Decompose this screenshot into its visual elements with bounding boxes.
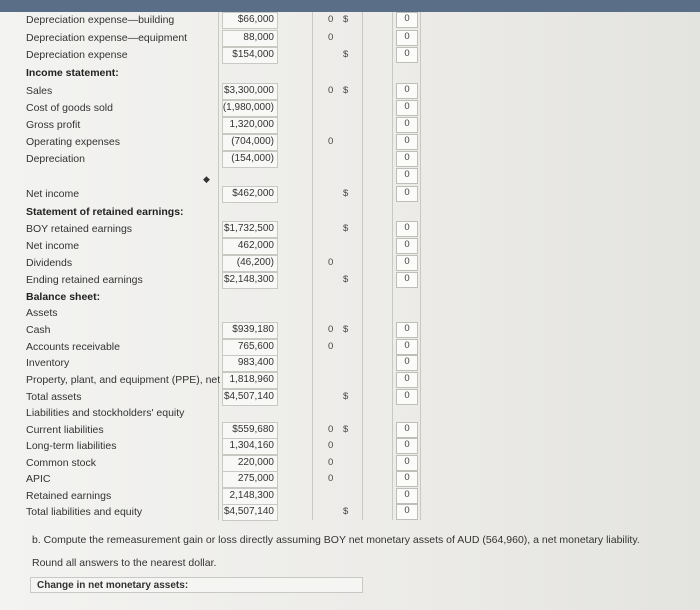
- answer-input[interactable]: 0: [396, 372, 418, 388]
- row-label: BOY retained earnings: [26, 223, 133, 235]
- amount-value: $559,680: [232, 424, 274, 435]
- amount-value: 220,000: [237, 457, 274, 468]
- answer-input[interactable]: 0: [396, 272, 418, 288]
- rate-input[interactable]: 0: [328, 424, 334, 435]
- row-label: Liabilities and stockholders' equity: [26, 407, 185, 419]
- answer-input[interactable]: 0: [396, 47, 418, 63]
- row-label: Cash: [26, 324, 51, 336]
- amount-value: $939,180: [232, 324, 274, 335]
- answer-input[interactable]: 0: [396, 100, 418, 116]
- rate-input[interactable]: 0: [328, 32, 334, 43]
- currency-symbol: $: [343, 274, 349, 285]
- row-label: Property, plant, and equipment (PPE), net: [26, 374, 221, 386]
- amount-value: (154,000): [231, 153, 274, 164]
- top-bar: [0, 0, 700, 12]
- row-label: Depreciation expense: [26, 49, 128, 61]
- amount-value: $462,000: [232, 188, 274, 199]
- amount-value: 765,600: [237, 341, 274, 352]
- currency-symbol: $: [343, 188, 349, 199]
- column-divider: [362, 12, 363, 520]
- row-label: Depreciation: [26, 153, 85, 165]
- currency-symbol: $: [343, 324, 349, 335]
- amount-value: (704,000): [231, 136, 274, 147]
- column-divider: [392, 12, 393, 520]
- amount-value: $3,300,000: [223, 85, 274, 96]
- currency-symbol: $: [343, 424, 349, 435]
- amount-value: 983,400: [237, 357, 274, 368]
- row-label: Retained earnings: [26, 490, 112, 502]
- answer-input[interactable]: 0: [396, 339, 418, 355]
- amount-value: 2,148,300: [229, 490, 274, 501]
- row-label: Accounts receivable: [26, 341, 120, 353]
- rate-input[interactable]: 0: [328, 257, 334, 268]
- answer-input[interactable]: 0: [396, 168, 418, 184]
- row-label: Total assets: [26, 391, 82, 403]
- answer-input[interactable]: 0: [396, 488, 418, 504]
- row-label: Dividends: [26, 257, 73, 269]
- answer-input[interactable]: 0: [396, 238, 418, 254]
- row-label: Ending retained earnings: [26, 274, 143, 286]
- column-divider: [218, 12, 219, 520]
- row-label: Depreciation expense—equipment: [26, 32, 188, 44]
- answer-input[interactable]: 0: [396, 322, 418, 338]
- rate-input[interactable]: 0: [328, 341, 334, 352]
- row-label: Sales: [26, 85, 53, 97]
- answer-input[interactable]: 0: [396, 422, 418, 438]
- amount-value: 88,000: [243, 32, 274, 43]
- rate-input[interactable]: 0: [328, 136, 334, 147]
- answer-input[interactable]: 0: [396, 221, 418, 237]
- rate-input[interactable]: 0: [328, 324, 334, 335]
- row-label: Long-term liabilities: [26, 440, 117, 452]
- answer-input[interactable]: 0: [396, 186, 418, 202]
- rate-input[interactable]: 0: [328, 14, 334, 25]
- row-label: Current liabilities: [26, 424, 104, 436]
- row-label: Common stock: [26, 457, 97, 469]
- answer-input[interactable]: 0: [396, 471, 418, 487]
- answer-input[interactable]: 0: [396, 117, 418, 133]
- row-label: Net income: [26, 240, 80, 252]
- rate-input[interactable]: 0: [328, 473, 334, 484]
- section-heading: Balance sheet:: [26, 291, 101, 303]
- amount-value: $4,507,140: [223, 506, 274, 517]
- row-label: Net income: [26, 188, 80, 200]
- row-label: Inventory: [26, 357, 70, 369]
- amount-value: 462,000: [237, 240, 274, 251]
- answer-input[interactable]: 0: [396, 83, 418, 99]
- row-label: Gross profit: [26, 119, 81, 131]
- currency-symbol: $: [343, 85, 349, 96]
- answer-input[interactable]: 0: [396, 255, 418, 271]
- answer-input[interactable]: 0: [396, 455, 418, 471]
- row-label: Assets: [26, 307, 58, 319]
- answer-input[interactable]: 0: [396, 504, 418, 520]
- currency-symbol: $: [343, 14, 349, 25]
- rate-input[interactable]: 0: [328, 457, 334, 468]
- instruction-text: b. Compute the remeasurement gain or loss directly assuming BOY net monetary assets of AUD (564,960), a net monetary liability.: [32, 534, 640, 546]
- answer-input[interactable]: 0: [396, 12, 418, 28]
- row-label: Operating expenses: [26, 136, 120, 148]
- resize-arrow-icon[interactable]: ◆: [203, 174, 210, 184]
- answer-input[interactable]: 0: [396, 389, 418, 405]
- amount-value: 1,320,000: [229, 119, 274, 130]
- currency-symbol: $: [343, 391, 349, 402]
- currency-symbol: $: [343, 49, 349, 60]
- amount-value: 1,304,160: [229, 440, 274, 451]
- currency-symbol: $: [343, 223, 349, 234]
- amount-value: (46,200): [236, 257, 274, 268]
- answer-input[interactable]: 0: [396, 151, 418, 167]
- amount-value: 1,818,960: [229, 374, 274, 385]
- column-divider: [420, 12, 421, 520]
- section-heading: Statement of retained earnings:: [26, 206, 184, 218]
- change-net-monetary-assets-heading: Change in net monetary assets:: [30, 577, 363, 593]
- amount-value: $66,000: [237, 14, 274, 25]
- row-label: Total liabilities and equity: [26, 506, 143, 518]
- amount-value: $154,000: [232, 49, 274, 60]
- answer-input[interactable]: 0: [396, 355, 418, 371]
- answer-input[interactable]: 0: [396, 134, 418, 150]
- column-divider: [312, 12, 313, 520]
- section-heading: Income statement:: [26, 67, 119, 79]
- answer-input[interactable]: 0: [396, 438, 418, 454]
- rounding-instruction: Round all answers to the nearest dollar.: [32, 557, 217, 569]
- rate-input[interactable]: 0: [328, 85, 334, 96]
- amount-value: (1,980,000): [222, 102, 274, 113]
- amount-value: 275,000: [237, 473, 274, 484]
- row-label: APIC: [26, 473, 51, 485]
- answer-input[interactable]: 0: [396, 30, 418, 46]
- currency-symbol: $: [343, 506, 349, 517]
- rate-input[interactable]: 0: [328, 440, 334, 451]
- row-label: Cost of goods sold: [26, 102, 113, 114]
- amount-value: $4,507,140: [223, 391, 274, 402]
- amount-value: $1,732,500: [223, 223, 274, 234]
- row-label: Depreciation expense—building: [26, 14, 175, 26]
- amount-value: $2,148,300: [223, 274, 274, 285]
